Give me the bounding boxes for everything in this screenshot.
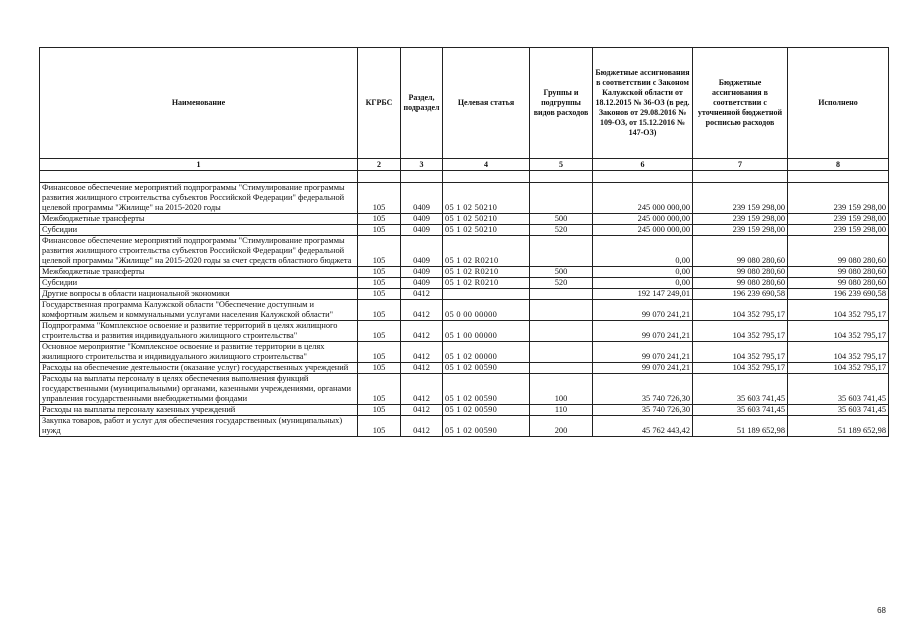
table-row <box>40 321 889 342</box>
row-group: 200 <box>530 416 593 437</box>
row-name: Финансовое обеспечение мероприятий подпрограммы "Стимулирование программы развития жилищного строительства субъектов Российской Федерации" федеральной целевой программы "Жилище" на 2015-2020 годы <box>40 183 358 214</box>
row-budget-law: 99 070 241,21 <box>593 342 693 363</box>
row-budget-refined: 104 352 795,17 <box>693 321 788 342</box>
row-section: 0412 <box>401 289 443 300</box>
row-kgrbs: 105 <box>358 321 401 342</box>
row-target: 05 1 02 R0210 <box>443 236 530 267</box>
row-budget-refined: 35 603 741,45 <box>693 405 788 416</box>
row-budget-refined: 239 159 298,00 <box>693 225 788 236</box>
row-section: 0412 <box>401 300 443 321</box>
table-row <box>40 289 889 300</box>
row-target: 05 1 02 00590 <box>443 374 530 405</box>
row-name: Субсидии <box>40 278 358 289</box>
column-number: 3 <box>401 159 443 171</box>
row-group: 520 <box>530 225 593 236</box>
row-group: 500 <box>530 214 593 225</box>
row-budget-refined: 35 603 741,45 <box>693 374 788 405</box>
header-row <box>40 48 889 159</box>
row-budget-law: 245 000 000,00 <box>593 214 693 225</box>
row-budget-law: 245 000 000,00 <box>593 225 693 236</box>
row-budget-law: 0,00 <box>593 278 693 289</box>
row-executed: 239 159 298,00 <box>788 225 889 236</box>
row-target: 05 1 02 00590 <box>443 416 530 437</box>
row-group: 110 <box>530 405 593 416</box>
row-name: Закупка товаров, работ и услуг для обеспечения государственных (муниципальных) нужд <box>40 416 358 437</box>
row-section: 0412 <box>401 405 443 416</box>
row-kgrbs: 105 <box>358 236 401 267</box>
header-group: Группы и подгруппы видов расходов <box>530 48 593 159</box>
row-budget-law: 0,00 <box>593 236 693 267</box>
row-kgrbs: 105 <box>358 278 401 289</box>
row-target: 05 0 00 00000 <box>443 300 530 321</box>
row-executed: 239 159 298,00 <box>788 183 889 214</box>
table-body <box>40 171 889 437</box>
row-name: Финансовое обеспечение мероприятий подпрограммы "Стимулирование программы развития жилищного строительства субъектов Российской Федерации" федеральной целевой программы "Жилище" на 2015-2020 годы за счет средств областного бюджета <box>40 236 358 267</box>
row-executed: 104 352 795,17 <box>788 363 889 374</box>
row-section: 0409 <box>401 267 443 278</box>
row-kgrbs: 105 <box>358 289 401 300</box>
column-number: 4 <box>443 159 530 171</box>
row-budget-law: 245 000 000,00 <box>593 183 693 214</box>
row-section: 0412 <box>401 416 443 437</box>
row-budget-law: 99 070 241,21 <box>593 321 693 342</box>
row-section: 0409 <box>401 183 443 214</box>
row-name: Межбюджетные трансферты <box>40 267 358 278</box>
row-group <box>530 183 593 214</box>
row-executed: 51 189 652,98 <box>788 416 889 437</box>
row-target: 05 1 02 50210 <box>443 183 530 214</box>
row-executed: 35 603 741,45 <box>788 374 889 405</box>
row-name: Расходы на выплаты персоналу в целях обеспечения выполнения функций государственными (муниципальными) органами, казенными учреждениями, органами управления государственными внебюджетными фондами <box>40 374 358 405</box>
header-budget-refined: Бюджетные ассигнования в соответствии с уточненной бюджетной росписью расходов <box>693 48 788 159</box>
row-name: Подпрограмма "Комплексное освоение и развитие территорий в целях жилищного строительства и развития индивидуального жилищного строительства" <box>40 321 358 342</box>
header-name: Наименование <box>40 48 358 159</box>
table-row <box>40 374 889 405</box>
row-kgrbs: 105 <box>358 183 401 214</box>
row-target: 05 1 02 00000 <box>443 342 530 363</box>
row-executed: 104 352 795,17 <box>788 321 889 342</box>
row-budget-law: 0,00 <box>593 267 693 278</box>
header-kgrbs: КГРБС <box>358 48 401 159</box>
spacer-row <box>40 171 889 183</box>
table-row <box>40 278 889 289</box>
row-kgrbs: 105 <box>358 405 401 416</box>
row-executed: 239 159 298,00 <box>788 214 889 225</box>
row-budget-refined: 104 352 795,17 <box>693 342 788 363</box>
row-target: 05 1 02 R0210 <box>443 278 530 289</box>
row-executed: 35 603 741,45 <box>788 405 889 416</box>
row-budget-refined: 104 352 795,17 <box>693 300 788 321</box>
row-group <box>530 300 593 321</box>
row-section: 0409 <box>401 225 443 236</box>
row-section: 0412 <box>401 374 443 405</box>
row-budget-law: 192 147 249,01 <box>593 289 693 300</box>
table-row <box>40 236 889 267</box>
table-row <box>40 183 889 214</box>
table-row <box>40 225 889 236</box>
row-budget-refined: 99 080 280,60 <box>693 267 788 278</box>
row-name: Субсидии <box>40 225 358 236</box>
row-budget-law: 35 740 726,30 <box>593 405 693 416</box>
header-budget-law: Бюджетные ассигнования в соответствии с Законом Калужской области от 18.12.2015 № 36-ОЗ (в ред. Законов от 29.08.2016 № 109-ОЗ, от 15.12.2016 № 147-ОЗ) <box>593 48 693 159</box>
table-row <box>40 300 889 321</box>
header-section: Раздел, подраздел <box>401 48 443 159</box>
table-row <box>40 416 889 437</box>
row-group <box>530 236 593 267</box>
budget-table <box>39 47 889 437</box>
header-executed: Исполнено <box>788 48 889 159</box>
row-budget-law: 35 740 726,30 <box>593 374 693 405</box>
column-number: 8 <box>788 159 889 171</box>
row-kgrbs: 105 <box>358 416 401 437</box>
row-budget-refined: 51 189 652,98 <box>693 416 788 437</box>
row-section: 0409 <box>401 214 443 225</box>
table-row <box>40 214 889 225</box>
row-name: Расходы на обеспечение деятельности (оказание услуг) государственных учреждений <box>40 363 358 374</box>
row-budget-refined: 196 239 690,58 <box>693 289 788 300</box>
row-target: 05 1 02 50210 <box>443 214 530 225</box>
row-section: 0409 <box>401 236 443 267</box>
row-section: 0409 <box>401 278 443 289</box>
row-budget-refined: 239 159 298,00 <box>693 183 788 214</box>
row-budget-law: 45 762 443,42 <box>593 416 693 437</box>
row-group: 520 <box>530 278 593 289</box>
row-target: 05 1 02 R0210 <box>443 267 530 278</box>
row-section: 0412 <box>401 342 443 363</box>
row-name: Другие вопросы в области национальной экономики <box>40 289 358 300</box>
row-executed: 196 239 690,58 <box>788 289 889 300</box>
row-group: 500 <box>530 267 593 278</box>
header-target: Целевая статья <box>443 48 530 159</box>
row-group <box>530 321 593 342</box>
column-number: 7 <box>693 159 788 171</box>
row-executed: 104 352 795,17 <box>788 300 889 321</box>
column-number: 1 <box>40 159 358 171</box>
row-name: Расходы на выплаты персоналу казенных учреждений <box>40 405 358 416</box>
row-executed: 104 352 795,17 <box>788 342 889 363</box>
row-group <box>530 363 593 374</box>
row-group <box>530 289 593 300</box>
row-executed: 99 080 280,60 <box>788 267 889 278</box>
row-section: 0412 <box>401 363 443 374</box>
row-budget-refined: 99 080 280,60 <box>693 236 788 267</box>
row-budget-law: 99 070 241,21 <box>593 300 693 321</box>
row-budget-refined: 239 159 298,00 <box>693 214 788 225</box>
column-number: 2 <box>358 159 401 171</box>
row-name: Государственная программа Калужской области "Обеспечение доступным и комфортным жильем и коммунальными услугами населения Калужской области" <box>40 300 358 321</box>
row-section: 0412 <box>401 321 443 342</box>
column-number: 6 <box>593 159 693 171</box>
row-executed: 99 080 280,60 <box>788 278 889 289</box>
row-kgrbs: 105 <box>358 214 401 225</box>
row-target: 05 1 02 00590 <box>443 405 530 416</box>
table-header <box>40 48 889 171</box>
row-kgrbs: 105 <box>358 363 401 374</box>
row-group <box>530 342 593 363</box>
row-target: 05 1 02 00590 <box>443 363 530 374</box>
row-group: 100 <box>530 374 593 405</box>
table-row <box>40 363 889 374</box>
table-row <box>40 267 889 278</box>
row-kgrbs: 105 <box>358 267 401 278</box>
row-name: Межбюджетные трансферты <box>40 214 358 225</box>
row-target <box>443 289 530 300</box>
row-budget-law: 99 070 241,21 <box>593 363 693 374</box>
row-kgrbs: 105 <box>358 300 401 321</box>
column-number: 5 <box>530 159 593 171</box>
row-budget-refined: 99 080 280,60 <box>693 278 788 289</box>
page-number: 68 <box>877 606 886 615</box>
row-name: Основное мероприятие "Комплексное освоение и развитие территории в целях жилищного строительства и индивидуального жилищного строительства" <box>40 342 358 363</box>
row-target: 05 1 02 50210 <box>443 225 530 236</box>
table-row <box>40 405 889 416</box>
table-row <box>40 342 889 363</box>
row-budget-refined: 104 352 795,17 <box>693 363 788 374</box>
column-number-row <box>40 159 889 171</box>
row-kgrbs: 105 <box>358 374 401 405</box>
row-executed: 99 080 280,60 <box>788 236 889 267</box>
row-kgrbs: 105 <box>358 225 401 236</box>
row-target: 05 1 00 00000 <box>443 321 530 342</box>
row-kgrbs: 105 <box>358 342 401 363</box>
